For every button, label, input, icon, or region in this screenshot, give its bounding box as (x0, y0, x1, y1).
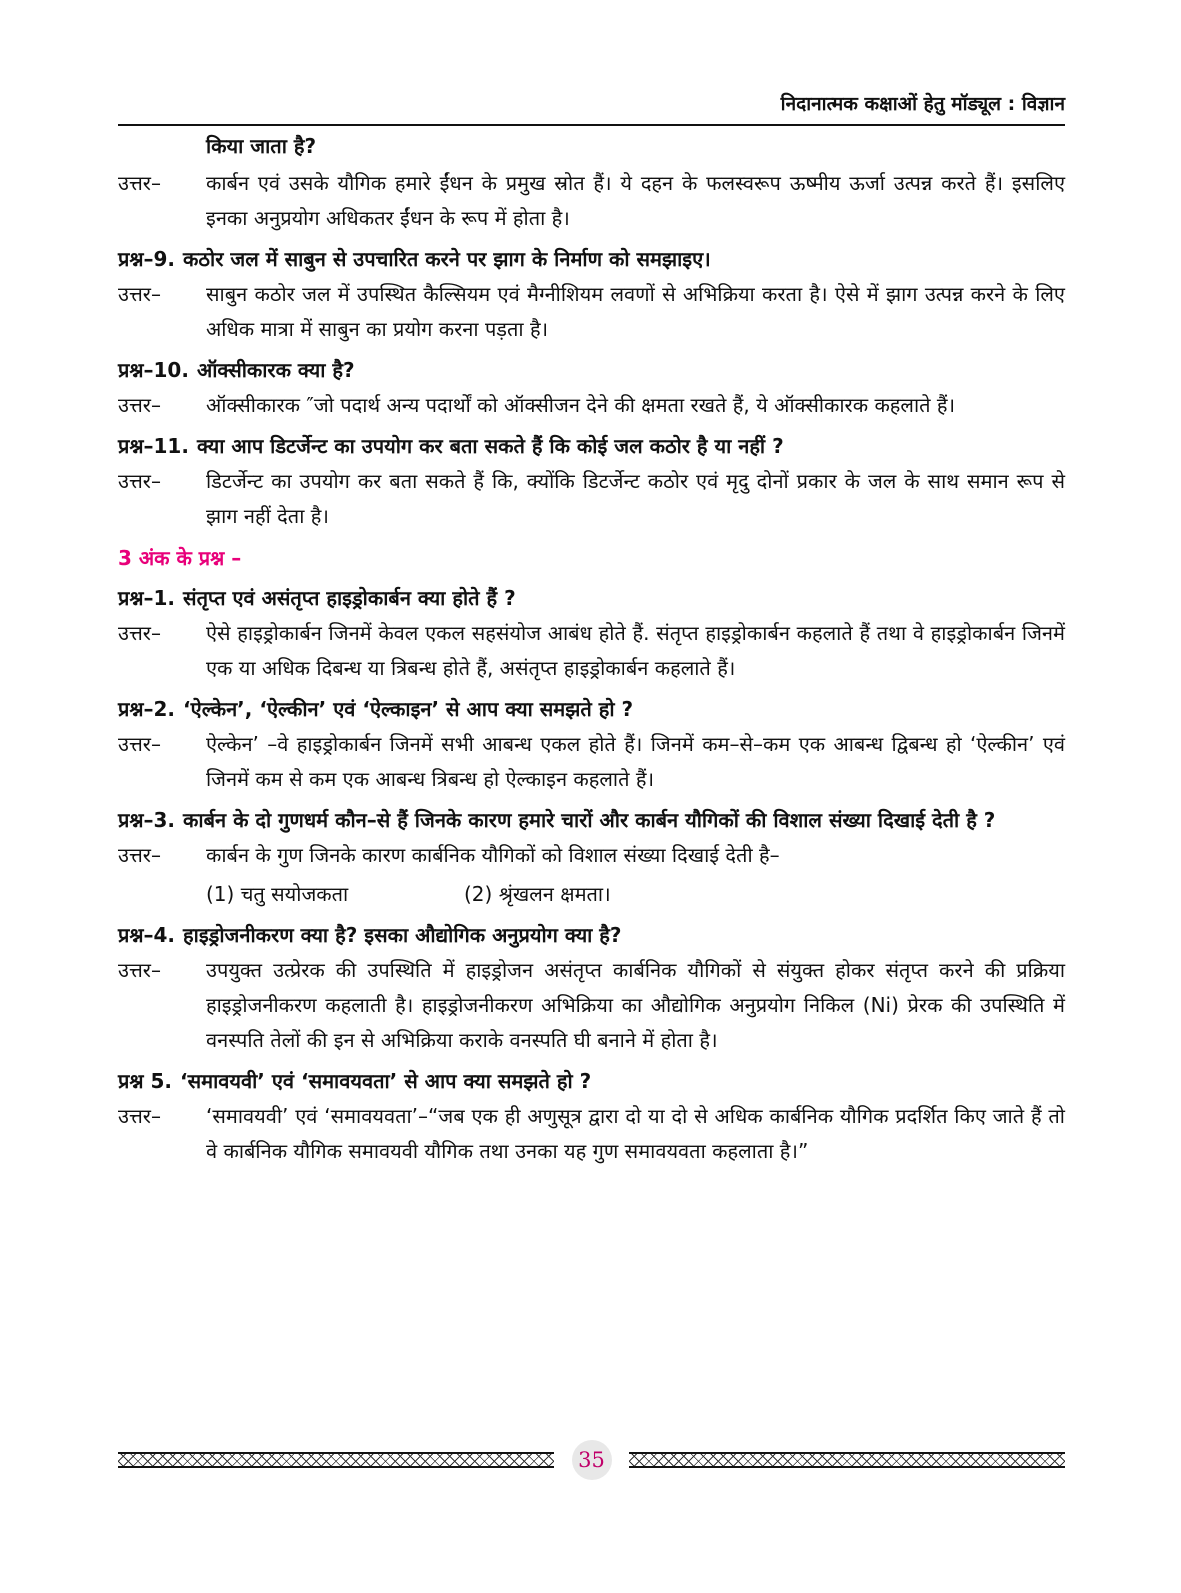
answer-text: साबुन कठोर जल में उपस्थित कैल्सियम एवं मैग्नीशियम लवणों से अभिक्रिया करता है। ऐसे में झाग उत्पन्न करने के लिए अधिक मात्रा में साबुन का प्रयोग करना पड़ता है। (206, 282, 1065, 341)
question (118, 241, 1065, 277)
question-label: प्रश्न–4. (118, 923, 176, 947)
answer-label: उत्तर– (118, 1104, 161, 1128)
answer-label: उत्तर– (118, 282, 161, 306)
answer-body (206, 953, 1065, 1058)
question (118, 428, 1065, 464)
answer-text: ‘समावयवी’ एवं ‘समावयवता’–“जब एक ही अणुसूत्र द्वारा दो या दो से अधिक कार्बनिक यौगिक प्रदर्शित किए जाते हैं तो वे कार्बनिक यौगिक समावयवी यौगिक तथा उनका यह गुण समावयवता कहलाता है।” (206, 1104, 1065, 1163)
question-label: प्रश्न–3. (118, 808, 176, 832)
page-content (118, 128, 1065, 1174)
answer-text: डिटर्जेन्ट का उपयोग कर बता सकते हैं कि, क्योंकि डिटर्जेन्ट कठोर एवं मृदु दोनों प्रकार के जल के साथ समान रूप से झाग नहीं देता है। (206, 469, 1065, 528)
page-footer (118, 1448, 1065, 1472)
answer-label: उत्तर– (118, 958, 161, 982)
answer-body (206, 464, 1065, 534)
answer-label: उत्तर– (118, 732, 161, 756)
question (118, 802, 1065, 838)
question-text: हाइड्रोजनीकरण क्या है? इसका औद्योगिक अनुप्रयोग क्या है? (183, 923, 622, 947)
question (118, 352, 1065, 388)
answer-label: उत्तर– (118, 171, 161, 195)
question-label: प्रश्न 5. (118, 1069, 172, 1093)
question (118, 917, 1065, 953)
question-label: प्रश्न–11. (118, 434, 189, 458)
answer-text: ऑक्सीकारक ″जो पदार्थ अन्य पदार्थों को ऑक्सीजन देने की क्षमता रखते हैं, ये ऑक्सीकारक कहलाते हैं। (206, 393, 956, 417)
page-number: 35 (572, 1440, 612, 1480)
answer-label: उत्तर– (118, 469, 161, 493)
question-text: ऑक्सीकारक क्या है? (196, 358, 355, 382)
answer (118, 166, 1065, 236)
answer (118, 1099, 1065, 1169)
answer (118, 953, 1065, 1058)
answer-text: कार्बन के गुण जिनके कारण कार्बनिक यौगिकों को विशाल संख्या दिखाई देती है– (206, 843, 780, 867)
section-heading: 3 अंक के प्रश्न – (118, 546, 242, 570)
questions-block-1 (118, 241, 1065, 534)
answer (118, 727, 1065, 797)
answer-label: उत्तर– (118, 843, 161, 867)
question-text: ‘समावयवी’ एवं ‘समावयवता’ से आप क्या समझते हो ? (180, 1069, 592, 1093)
continued-question-text: किया जाता है? (206, 134, 317, 158)
answer (118, 838, 1065, 912)
questions-block-2 (118, 580, 1065, 1169)
question-label: प्रश्न–1. (118, 586, 176, 610)
answer-option: (1) चतु सयोजकता (206, 882, 349, 906)
answer-label: उत्तर– (118, 393, 161, 417)
question-text: कार्बन के दो गुणधर्म कौन–से हैं जिनके कारण हमारे चारों और कार्बन यौगिकों की विशाल संख्या दिखाई देती है ? (183, 808, 996, 832)
answer (118, 388, 1065, 423)
answer (118, 616, 1065, 686)
question-text: क्या आप डिटर्जेन्ट का उपयोग कर बता सकते हैं कि कोई जल कठोर है या नहीं ? (196, 434, 784, 458)
answer-body (206, 727, 1065, 797)
question-label: प्रश्न–10. (118, 358, 189, 382)
answer-text: उपयुक्त उत्प्रेरक की उपस्थिति में हाइड्रोजन असंतृप्त कार्बनिक यौगिकों से संयुक्त होकर संतृप्त करने की प्रक्रिया हाइड्रोजनीकरण कहलाती है। हाइड्रोजनीकरण अभिक्रिया का औद्योगिक अनुप्रयोग निकिल (Ni) प्रेरक की उपस्थिति में वनस्पति तेलों की इन से अभिक्रिया कराके वनस्पति घी बनाने में होता है। (206, 958, 1065, 1052)
answer-text: ऐल्केन’ –वे हाइड्रोकार्बन जिनमें सभी आबन्ध एकल होते हैं। जिनमें कम–से–कम एक आबन्ध द्विबन्ध हो ‘ऐल्कीन’ एवं जिनमें कम से कम एक आबन्ध त्रिबन्ध हो ऐल्काइन कहलाते हैं। (206, 732, 1065, 791)
page-header (118, 90, 1065, 126)
answer-body (206, 1099, 1065, 1169)
answer-body (206, 277, 1065, 347)
footer-border-right (629, 1452, 1065, 1468)
answer-body (206, 838, 1065, 912)
question-text: संतृप्त एवं असंतृप्त हाइड्रोकार्बन क्या होते हैं ? (183, 586, 516, 610)
question-text: कठोर जल में साबुन से उपचारित करने पर झाग के निर्माण को समझाइए। (183, 247, 711, 271)
question (118, 691, 1065, 727)
answer-label: उत्तर– (118, 621, 161, 645)
header-title: निदानात्मक कक्षाओं हेतु मॉड्यूल : विज्ञान (780, 93, 1065, 115)
answer-option: (2) श्रृंखलन क्षमता। (464, 882, 611, 906)
question (118, 1063, 1065, 1099)
answer-text: ऐसे हाइड्रोकार्बन जिनमें केवल एकल सहसंयोज आबंध होते हैं. संतृप्त हाइड्रोकार्बन कहलाते हैं तथा वे हाइड्रोकार्बन जिनमें एक या अधिक दिबन्ध या त्रिबन्ध होते हैं, असंतृप्त हाइड्रोकार्बन कहलाते हैं। (206, 621, 1065, 680)
question-label: प्रश्न–2. (118, 697, 176, 721)
question-label: प्रश्न–9. (118, 247, 176, 271)
question-text: ‘ऐल्केन’, ‘ऐल्कीन’ एवं ‘ऐल्काइन’ से आप क्या समझते हो ? (183, 697, 634, 721)
answer (118, 464, 1065, 534)
answer-body (206, 616, 1065, 686)
answer-text: कार्बन एवं उसके यौगिक हमारे ईंधन के प्रमुख स्रोत हैं। ये दहन के फलस्वरूप ऊष्मीय ऊर्जा उत्पन्न करते हैं। इसलिए इनका अनुप्रयोग अधिकतर ईंधन के रूप में होता है। (206, 171, 1065, 230)
answer-options (206, 877, 1065, 912)
question (118, 580, 1065, 616)
answer-body (206, 388, 1065, 423)
answer (118, 277, 1065, 347)
footer-border-left (118, 1452, 554, 1468)
